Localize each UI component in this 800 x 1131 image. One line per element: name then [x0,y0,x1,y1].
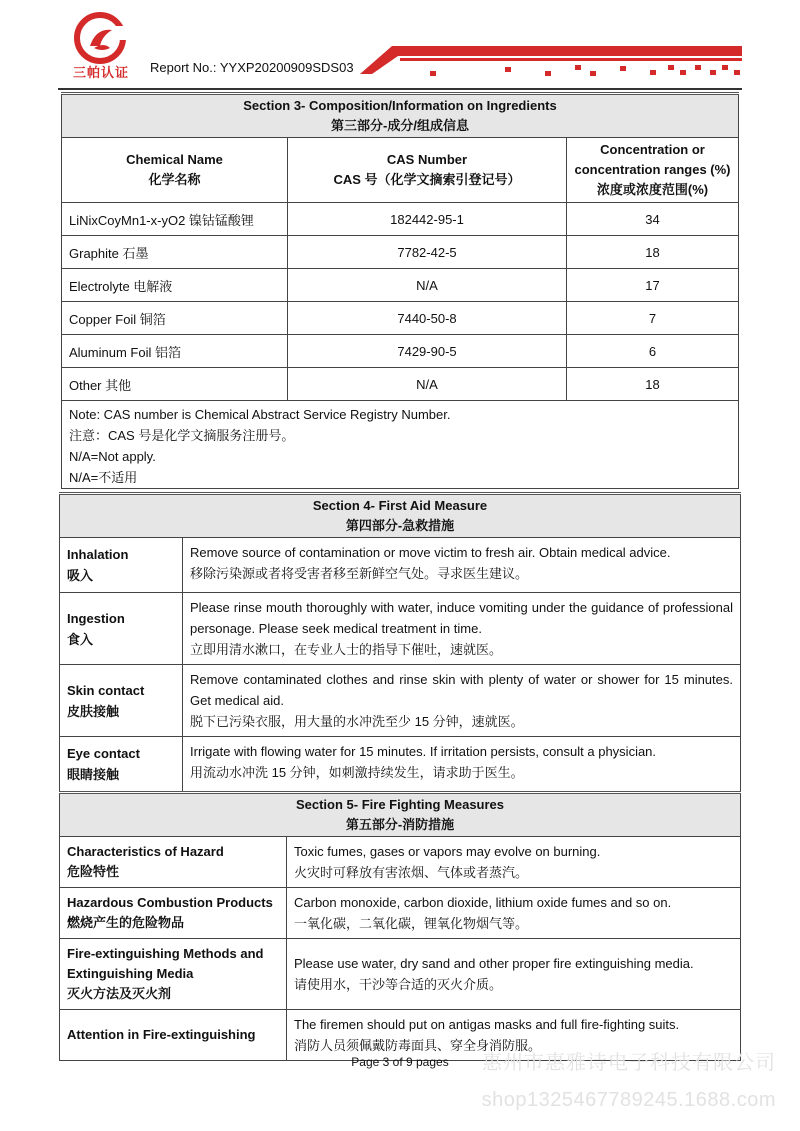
section-4-title: Section 4- First Aid Measure 第四部分-急救措施 [60,494,741,538]
section-5-title: Section 5- Fire Fighting Measures 第五部分-消防措施 [60,793,741,837]
section-3-notes: Note: CAS number is Chemical Abstract Service Registry Number. 注意：CAS 号是化学文摘服务注册号。 N/A=Not apply. N/A=不适用 [62,401,739,489]
header-decoration [0,0,800,90]
header-divider [58,88,742,90]
section-3-table [61,92,739,489]
watermark-url: shop1325467789245.1688.com [481,1089,776,1111]
table-row: Fire-extinguishing Methods and Extinguishing Media 灭火方法及灭火剂 Please use water, dry sand and other proper fire extinguishing media. 请使用水，干沙等合适的灭火介质。 [60,939,741,1010]
table-row: Electrolyte 电解液 N/A 17 [62,269,739,302]
col-header-concentration: Concentration or concentration ranges (%) 浓度或浓度范围(%) [567,138,739,203]
table-row: Inhalation 吸入 Remove source of contamination or move victim to fresh air. Obtain medical advice. 移除污染源或者将受害者移至新鲜空气处。寻求医生建议。 [60,538,741,593]
table-row: Aluminum Foil 铝箔 7429-90-5 6 [62,335,739,368]
table-row: Hazardous Combustion Products 燃烧产生的危险物品 Carbon monoxide, carbon dioxide, lithium oxide fumes and so on. 一氧化碳，二氧化碳，锂氧化物烟气等。 [60,888,741,939]
table-row: Graphite 石墨 7782-42-5 18 [62,236,739,269]
table-row: Copper Foil 铜箔 7440-50-8 7 [62,302,739,335]
report-number: Report No.: YYXP20200909SDS03 [150,60,354,75]
watermark-company: 惠州市惠雅诗电子科技有限公司 [482,1052,776,1074]
table-row: Other 其他 N/A 18 [62,368,739,401]
page-header [0,0,800,90]
table-row: Eye contact 眼睛接触 Irrigate with flowing water for 15 minutes. If irritation persists, consult a physician. 用流动水冲洗 15 分钟，如刺激持续发生，请求助于医生。 [60,737,741,792]
logo-text: 三帕认证 [72,65,129,80]
table-row: Ingestion 食入 Please rinse mouth thoroughly with water, induce vomiting under the guidance of professional personage. Please seek medical treatment in time. 立即用清水漱口，在专业人士的指导下催吐，速就医。 [60,593,741,665]
col-header-cas-number: CAS Number CAS 号（化学文摘索引登记号） [288,138,567,203]
section-3-title: Section 3- Composition/Information on Ingredients 第三部分-成分/组成信息 [62,94,739,138]
table-row: Skin contact 皮肤接触 Remove contaminated clothes and rinse skin with plenty of water or shower for 15 minutes. Get medical aid. 脱下已污染衣服，用大量的水冲洗至少 15 分钟，速就医。 [60,665,741,737]
table-row: Attention in Fire-extinguishing The firemen should put on antigas masks and full fire-fighting suits. 消防人员须佩戴防毒面具、穿全身消防服。 [60,1010,741,1061]
section-4-table [59,492,741,792]
col-header-chemical-name: Chemical Name 化学名称 [62,138,288,203]
table-row: Characteristics of Hazard 危险特性 Toxic fumes, gases or vapors may evolve on burning. 火灾时可释放有害浓烟、气体或者蒸汽。 [60,837,741,888]
page-number: Page 3 of 9 pages [351,1055,449,1069]
table-row: LiNixCoyMn1-x-yO2 镍钴锰酸锂 182442-95-1 34 [62,203,739,236]
section-5-table [59,791,741,1061]
